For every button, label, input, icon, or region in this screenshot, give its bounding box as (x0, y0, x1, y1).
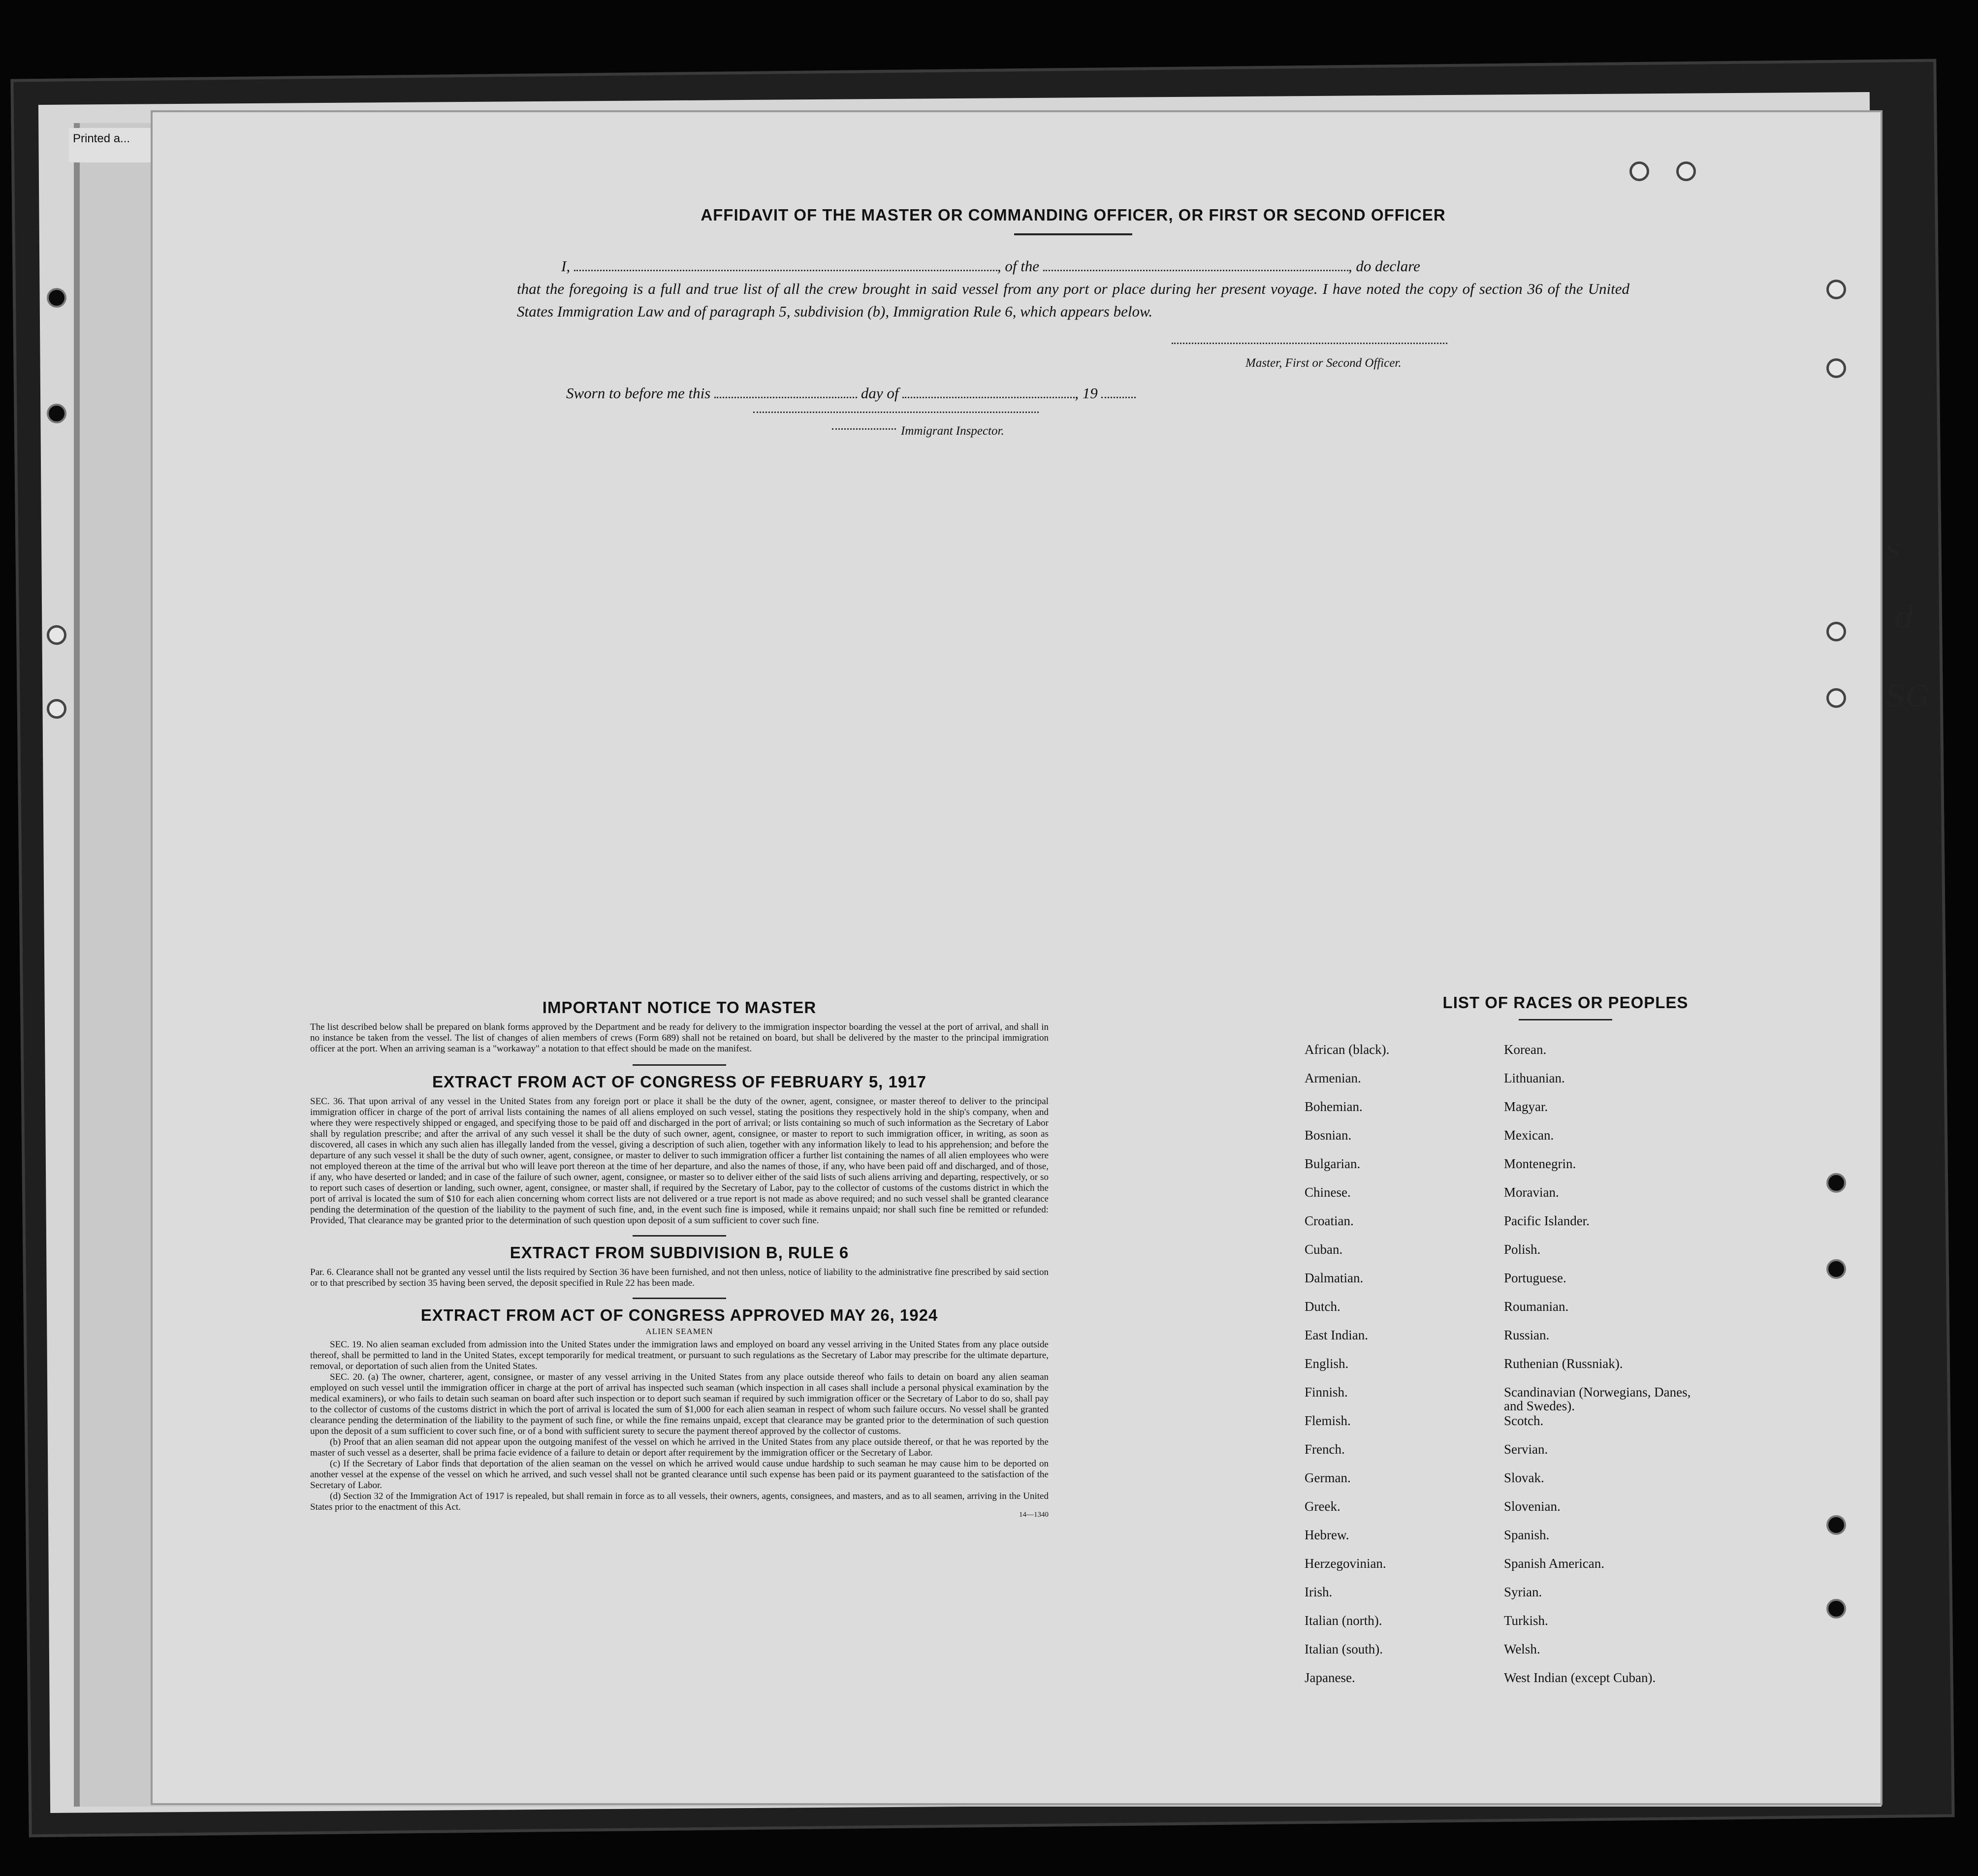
inspector-block (517, 405, 1629, 444)
race-item: Pacific Islander. (1504, 1213, 1590, 1228)
binder-hole (1826, 1515, 1846, 1535)
inspector-dotted-lead (832, 428, 896, 430)
sworn-month-field[interactable] (902, 397, 1075, 398)
notice-section (310, 993, 1049, 1519)
race-item: Hebrew. (1305, 1527, 1349, 1542)
race-item: Scandinavian (Norwegians, Danes, and Swedes). (1504, 1385, 1691, 1413)
race-item: Armenian. (1305, 1071, 1361, 1085)
handwriting-mark: s (1885, 532, 1901, 566)
extract-rule6-text: Par. 6. Clearance shall not be granted any vessel until the lists required by Section 36 have been furnished, and not then unless, notice of liability to the administrative fine prescribed by said section or to that prescribed by section 35 having been served, the deposit specified in Rule 22 has been made. (310, 1267, 1049, 1288)
race-item: Italian (north). (1305, 1613, 1382, 1628)
race-item: Scotch. (1504, 1413, 1544, 1428)
race-item: Dutch. (1305, 1299, 1340, 1314)
section-rule (633, 1235, 726, 1237)
declarant-name-field[interactable] (574, 270, 997, 271)
extract-1917-title: EXTRACT FROM ACT OF CONGRESS OF FEBRUARY 5, 1917 (432, 1073, 926, 1091)
vessel-name-field[interactable] (1043, 270, 1348, 271)
extract-rule6-title: EXTRACT FROM SUBDIVISION B, RULE 6 (510, 1243, 849, 1262)
race-item: Bosnian. (1305, 1128, 1352, 1143)
declare-label: , do declare (1348, 257, 1420, 275)
binder-hole (1826, 358, 1846, 378)
race-item: Croatian. (1305, 1213, 1354, 1228)
binder-hole (47, 699, 66, 719)
extract-1924-paragraph: SEC. 19. No alien seaman excluded from admission into the United States under the immigration laws and employed on board any vessel arriving in the United States from any place outside thereof, shall be permitted to land in the United States, except temporarily for medical treatment, or pursuant to such regulations as the Secretary of Labor may prescribe for the ultimate departure, removal, or deportation of such alien from the United States. (310, 1339, 1049, 1371)
binder-hole (1826, 1259, 1846, 1279)
race-item: Chinese. (1305, 1185, 1351, 1200)
binder-hole (1629, 161, 1649, 181)
binder-hole (1826, 1173, 1846, 1193)
race-item: French. (1305, 1442, 1345, 1457)
affidavit-title: AFFIDAVIT OF THE MASTER OR COMMANDING OFFICER, OR FIRST OR SECOND OFFICER (701, 206, 1446, 224)
binder-hole (47, 288, 66, 308)
extract-1924-subtitle: ALIEN SEAMEN (645, 1327, 713, 1336)
race-item: Lithuanian. (1504, 1071, 1565, 1085)
sworn-year-field[interactable] (1101, 397, 1136, 398)
race-item: Spanish. (1504, 1527, 1550, 1542)
race-item: Portuguese. (1504, 1271, 1566, 1285)
race-item: West Indian (except Cuban). (1504, 1670, 1656, 1685)
race-item: African (black). (1305, 1042, 1390, 1057)
notice-title: IMPORTANT NOTICE TO MASTER (542, 998, 817, 1017)
race-item: Bulgarian. (1305, 1156, 1361, 1171)
sworn-label: Sworn to before me this (566, 384, 711, 402)
race-item: German. (1305, 1470, 1351, 1485)
handwriting-mark: d (1895, 601, 1914, 635)
background-tab-text: Printed a... (73, 132, 130, 145)
section-rule (633, 1064, 726, 1066)
race-item: Greek. (1305, 1499, 1340, 1514)
signature-block (517, 333, 1629, 382)
master-signature-field[interactable] (1172, 343, 1447, 344)
race-item: Dalmatian. (1305, 1271, 1364, 1285)
race-item: Spanish American. (1504, 1556, 1604, 1571)
binder-hole (47, 625, 66, 645)
race-item: Italian (south). (1305, 1642, 1383, 1656)
year-label: , 19 (1075, 384, 1098, 402)
race-item: Mexican. (1504, 1128, 1554, 1143)
race-item: East Indian. (1305, 1328, 1368, 1342)
race-item: Cuban. (1305, 1242, 1343, 1257)
master-signature-label: Master, First or Second Officer. (1245, 356, 1402, 370)
race-item: Polish. (1504, 1242, 1541, 1257)
extract-1924-title: EXTRACT FROM ACT OF CONGRESS APPROVED MAY 26, 1924 (420, 1306, 938, 1324)
races-title: LIST OF RACES OR PEOPLES (1442, 993, 1689, 1012)
race-item: Ruthenian (Russniak). (1504, 1356, 1623, 1371)
declarant-label: I, (561, 257, 571, 275)
sworn-line (517, 382, 1629, 405)
race-item: Slovenian. (1504, 1499, 1561, 1514)
handwriting-mark: SG (1885, 679, 1930, 714)
race-item: Japanese. (1305, 1670, 1355, 1685)
background-sheet-tab (69, 128, 158, 162)
form-number: 14—1340 (1019, 1511, 1049, 1519)
race-item: Korean. (1504, 1042, 1547, 1057)
binder-hole (1826, 688, 1846, 708)
document-page (153, 112, 1881, 1803)
declaration-paragraph: that the foregoing is a full and true list of all the crew brought in said vessel from any port or place during her present voyage. I have noted the copy of section 36 of the United States Immigration Law and of paragraph 5, subdivision (b), Immigration Rule 6, which appears below. (517, 280, 1629, 320)
race-item: Russian. (1504, 1328, 1550, 1342)
title-rule (1519, 1019, 1612, 1020)
affidavit-section (517, 206, 1629, 444)
race-item: Herzegovinian. (1305, 1556, 1386, 1571)
notice-text: The list described below shall be prepared on blank forms approved by the Department and be ready for delivery to the immigration inspector boarding the vessel at the port of arrival, and shall in no instance be taken from the vessel. The list of changes of alien members of crews (Form 689) shall not be retained on board, but shall be delivered by the master to the principal immigration officer at the port. When an arriving seaman is a "workaway" a notation to that effect should be made on the manifest. (310, 1022, 1049, 1054)
race-item: Welsh. (1504, 1642, 1540, 1656)
race-item: Montenegrin. (1504, 1156, 1576, 1171)
extract-1924-paragraph: (d) Section 32 of the Immigration Act of 1917 is repealed, but shall remain in force as to all vessels, their owners, agents, consignees, and masters, and as to all seamen, arriving in the United States prior to the enactment of this Act. (310, 1491, 1049, 1512)
binder-hole (1676, 161, 1696, 181)
binder-hole (1826, 1599, 1846, 1619)
races-right-column (1504, 1043, 1691, 1699)
inspector-label: Immigrant Inspector. (901, 424, 1004, 438)
binder-hole (1826, 280, 1846, 299)
races-section (1305, 993, 1826, 1685)
race-item: Magyar. (1504, 1099, 1548, 1114)
race-item: Moravian. (1504, 1185, 1559, 1200)
race-item: Turkish. (1504, 1613, 1548, 1628)
section-rule (633, 1298, 726, 1299)
extract-1917-text: SEC. 36. That upon arrival of any vessel in the United States from any foreign port or place it shall be the duty of the owner, agent, consignee, or master thereof to deliver to the principal immigration officer in charge of the port of arrival lists containing the names of all aliens employed on such vessel, stating the positions they respectively hold in the ship's company, when and where they were respectively shipped or engaged, and specifying those to be paid off and discharged in the port of arrival; or lists containing so much of such information as the Secretary of Labor shall by regulation prescribe; and after the arrival of any such vessel it shall be the duty of such owner, agent, consignee, or master to report to such immigration officer, in writing, as soon as discovered, all cases in which any such alien has illegally landed from the vessel, giving a description of such alien, together with any information likely to lead to his apprehension; and before the departure of any such vessel it shall be the duty of such owner, agent, consignee, or master to deliver to such immigration officer a further list containing the names of all alien employees who were not employed thereon at the time of the arrival but who will leave port thereon at the time of her departure, and also the names of those, if any, who have been paid off and discharged, and of those, if any, who have deserted or landed; and in case of the failure of such owner, agent, consignee, or master so to deliver either of the said lists of such aliens arriving and departing, respectively, or so to report such cases of desertion or landing, such owner, agent, consignee, or master shall, if required by the Secretary of Labor, pay to the collector of customs of the customs district in which the port of arrival is located the sum of $10 for each alien concerning whom correct lists are not delivered or a true report is not made as above required; and no such vessel shall be granted clearance pending the determination of the question of the liability to the payment of such fine, and, in the event such fine is imposed, while it remains unpaid; nor shall such fine be remitted or refunded: Provided, That clearance may be granted prior to the determination of such question upon deposit of a sum sufficient to cover such fine. (310, 1096, 1049, 1226)
race-item: English. (1305, 1356, 1349, 1371)
race-item: Irish. (1305, 1585, 1333, 1599)
race-item: Roumanian. (1504, 1299, 1569, 1314)
vessel-label: , of the (997, 257, 1040, 275)
inspector-signature-field[interactable] (753, 412, 1039, 413)
sworn-day-field[interactable] (714, 397, 857, 398)
binder-hole (1826, 622, 1846, 641)
race-item: Finnish. (1305, 1385, 1348, 1399)
extract-1924-paragraph: (c) If the Secretary of Labor finds that deportation of the alien seaman on the vessel on which he arrived would cause undue hardship to such seaman he may cause him to be deported on another vessel at the expense of the vessel on which he arrived, and such vessel shall not be granted clearance until such expense has been paid or its payment guaranteed to the satisfaction of the Secretary of Labor. (310, 1459, 1049, 1491)
declaration-line (517, 255, 1629, 278)
race-item: Flemish. (1305, 1413, 1351, 1428)
race-item: Syrian. (1504, 1585, 1542, 1599)
day-of-label: day of (861, 384, 899, 402)
binder-hole (47, 404, 66, 423)
races-left-column (1305, 1043, 1389, 1699)
extract-1924-paragraph: SEC. 20. (a) The owner, charterer, agent, consignee, or master of any vessel arriving in the United States from any place outside thereof who fails to detain on board any alien seaman employed on such vessel until the immigration officer in charge at the port of arrival has inspected such seaman (which inspection in all cases shall include a personal physical examination by the medical examiners), or who fails to detain such seaman on board after such inspection or to deport such seaman if required by such immigration officer or the Secretary of Labor to do so, shall pay to the collector of customs of the customs district in which the port of arrival is located the sum of $1,000 for each alien seaman in respect of whom such failure occurs. No vessel shall be granted clearance pending the determination of the liability to the payment of such fine, or while the fine remains unpaid, except that clearance may be granted prior to the determination of such question upon the deposit of a sum sufficient to cover such fine, or of a bond with sufficient surety to secure the payment thereof approved by the collector of customs. (310, 1372, 1049, 1436)
extract-1924-paragraph: (b) Proof that an alien seaman did not appear upon the outgoing manifest of the vessel on which he arrived in the United States from any place outside thereof, or that he was reported by the master of such vessel as a deserter, shall be prima facie evidence of a failure to detain or deport after requirement by the immigration officer or the Secretary of Labor. (310, 1437, 1049, 1458)
race-item: Bohemian. (1305, 1099, 1363, 1114)
race-item: Slovak. (1504, 1470, 1544, 1485)
title-rule (1014, 233, 1132, 235)
race-item: Servian. (1504, 1442, 1548, 1457)
